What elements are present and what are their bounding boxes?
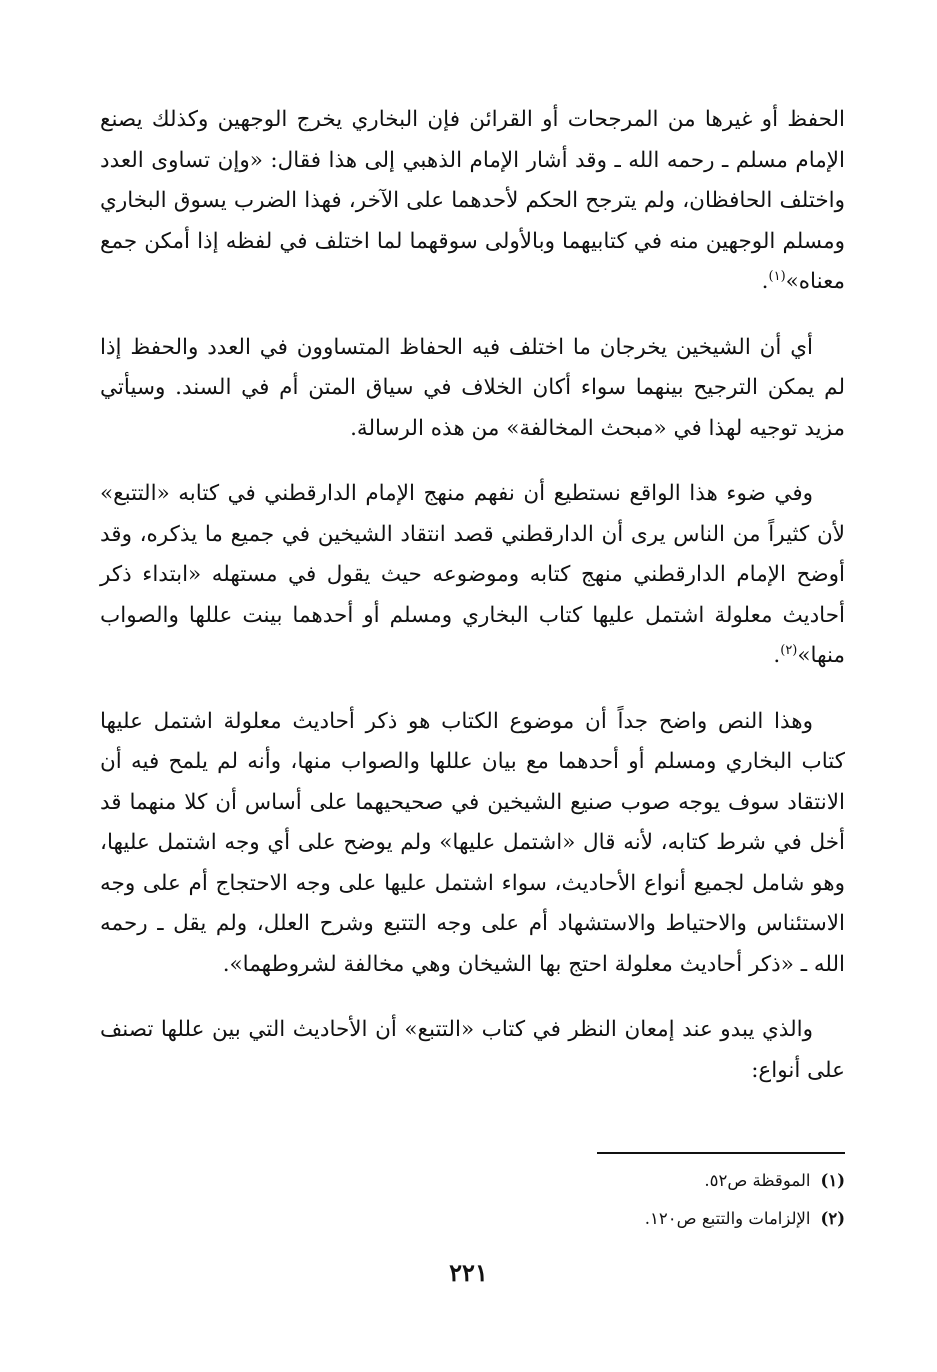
paragraph-5	[100, 1010, 845, 1091]
page-number: ٢٢١	[449, 1258, 488, 1287]
main-text	[100, 100, 845, 1116]
paragraph-text: الحفظ أو غيرها من المرجحات أو القرائن فإن البخاري يخرج الوجهين وكذلك يصنع الإمام مسلم ـ رحمه الله ـ وقد أشار الإمام الذهبي إلى هذا فقال: «وإن تساوى العدد واختلف الحافظان، ولم يترجح الحكم لأحدهما على الآخر، فهذا الضرب يسوق البخاري ومسلم الوجهين منه في كتابيهما وبالأولى سوقهما لما اختلف في لفظه إذا أمكن جمع معناه»	[100, 107, 845, 294]
paragraph-text: وفي ضوء هذا الواقع نستطيع أن نفهم منهج الإمام الدارقطني في كتابه «التتبع» لأن كثيراً من الناس يرى أن الدارقطني قصد انتقاد الشيخين في جميع ما يذكره، وقد أوضح الإمام الدارقطني منهج كتابه وموضوعه حيث يقول في مستهله «ابتداء ذكر أحاديث معلولة اشتمل عليها كتاب البخاري ومسلم أو أحدهما بينت عللها والصواب منها»	[100, 481, 845, 668]
footnote-ref-2[interactable]: (٢)	[780, 642, 798, 658]
footnote-text: الموقظة ص٥٢.	[704, 1171, 811, 1190]
paragraph-3	[100, 474, 845, 677]
paragraph-text: وهذا النص واضح جداً أن موضوع الكتاب هو ذكر أحاديث معلولة اشتمل عليها كتاب البخاري ومسلم أو أحدهما مع بيان عللها والصواب منها، وأنه لم يلمح فيه أن الانتقاد سوف يوجه صوب صنيع الشيخين في صحيحيهما على أساس أن كلا منهما قد أخل في شرط كتابه، لأنه قال «اشتمل عليها» ولم يوضح على أي وجه اشتمل عليها، وهو شامل لجميع أنواع الأحاديث، سواء اشتمل عليها على وجه الاحتجاج أم على وجه الاستئناس والاحتياط والاستشهاد أم على وجه التتبع وشرح العلل، ولم يقل ـ رحمه الله ـ «ذكر أحاديث معلولة احتج بها الشيخان وهي مخالفة لشروطهما».	[100, 708, 845, 977]
footnote-2	[480, 1200, 845, 1238]
paragraph-4	[100, 702, 845, 986]
paragraph-tail: .	[773, 643, 781, 668]
footnote-1	[480, 1162, 845, 1200]
paragraph-text: والذي يبدو عند إمعان النظر في كتاب «التتبع» أن الأحاديث التي بين عللها تصنف على أنواع:	[100, 1017, 845, 1083]
footnote-number: (٢)	[820, 1209, 845, 1228]
footnote-ref-1[interactable]: (١)	[768, 268, 786, 284]
footnote-separator	[597, 1152, 845, 1154]
paragraph-1	[100, 100, 845, 303]
footnote-text: الإلزامات والتتبع ص١٢٠.	[644, 1209, 811, 1228]
paragraph-2	[100, 328, 845, 450]
footnote-number: (١)	[820, 1171, 845, 1190]
footnotes	[480, 1162, 845, 1238]
paragraph-text: أي أن الشيخين يخرجان ما اختلف فيه الحفاظ المتساوون في العدد والحفظ إذا لم يمكن الترجيح بينهما سواء أكان الخلاف في سياق المتن أم في السند. وسيأتي مزيد توجيه لهذا في «مبحث المخالفة» من هذه الرسالة.	[100, 334, 845, 441]
paragraph-tail: .	[761, 269, 769, 294]
